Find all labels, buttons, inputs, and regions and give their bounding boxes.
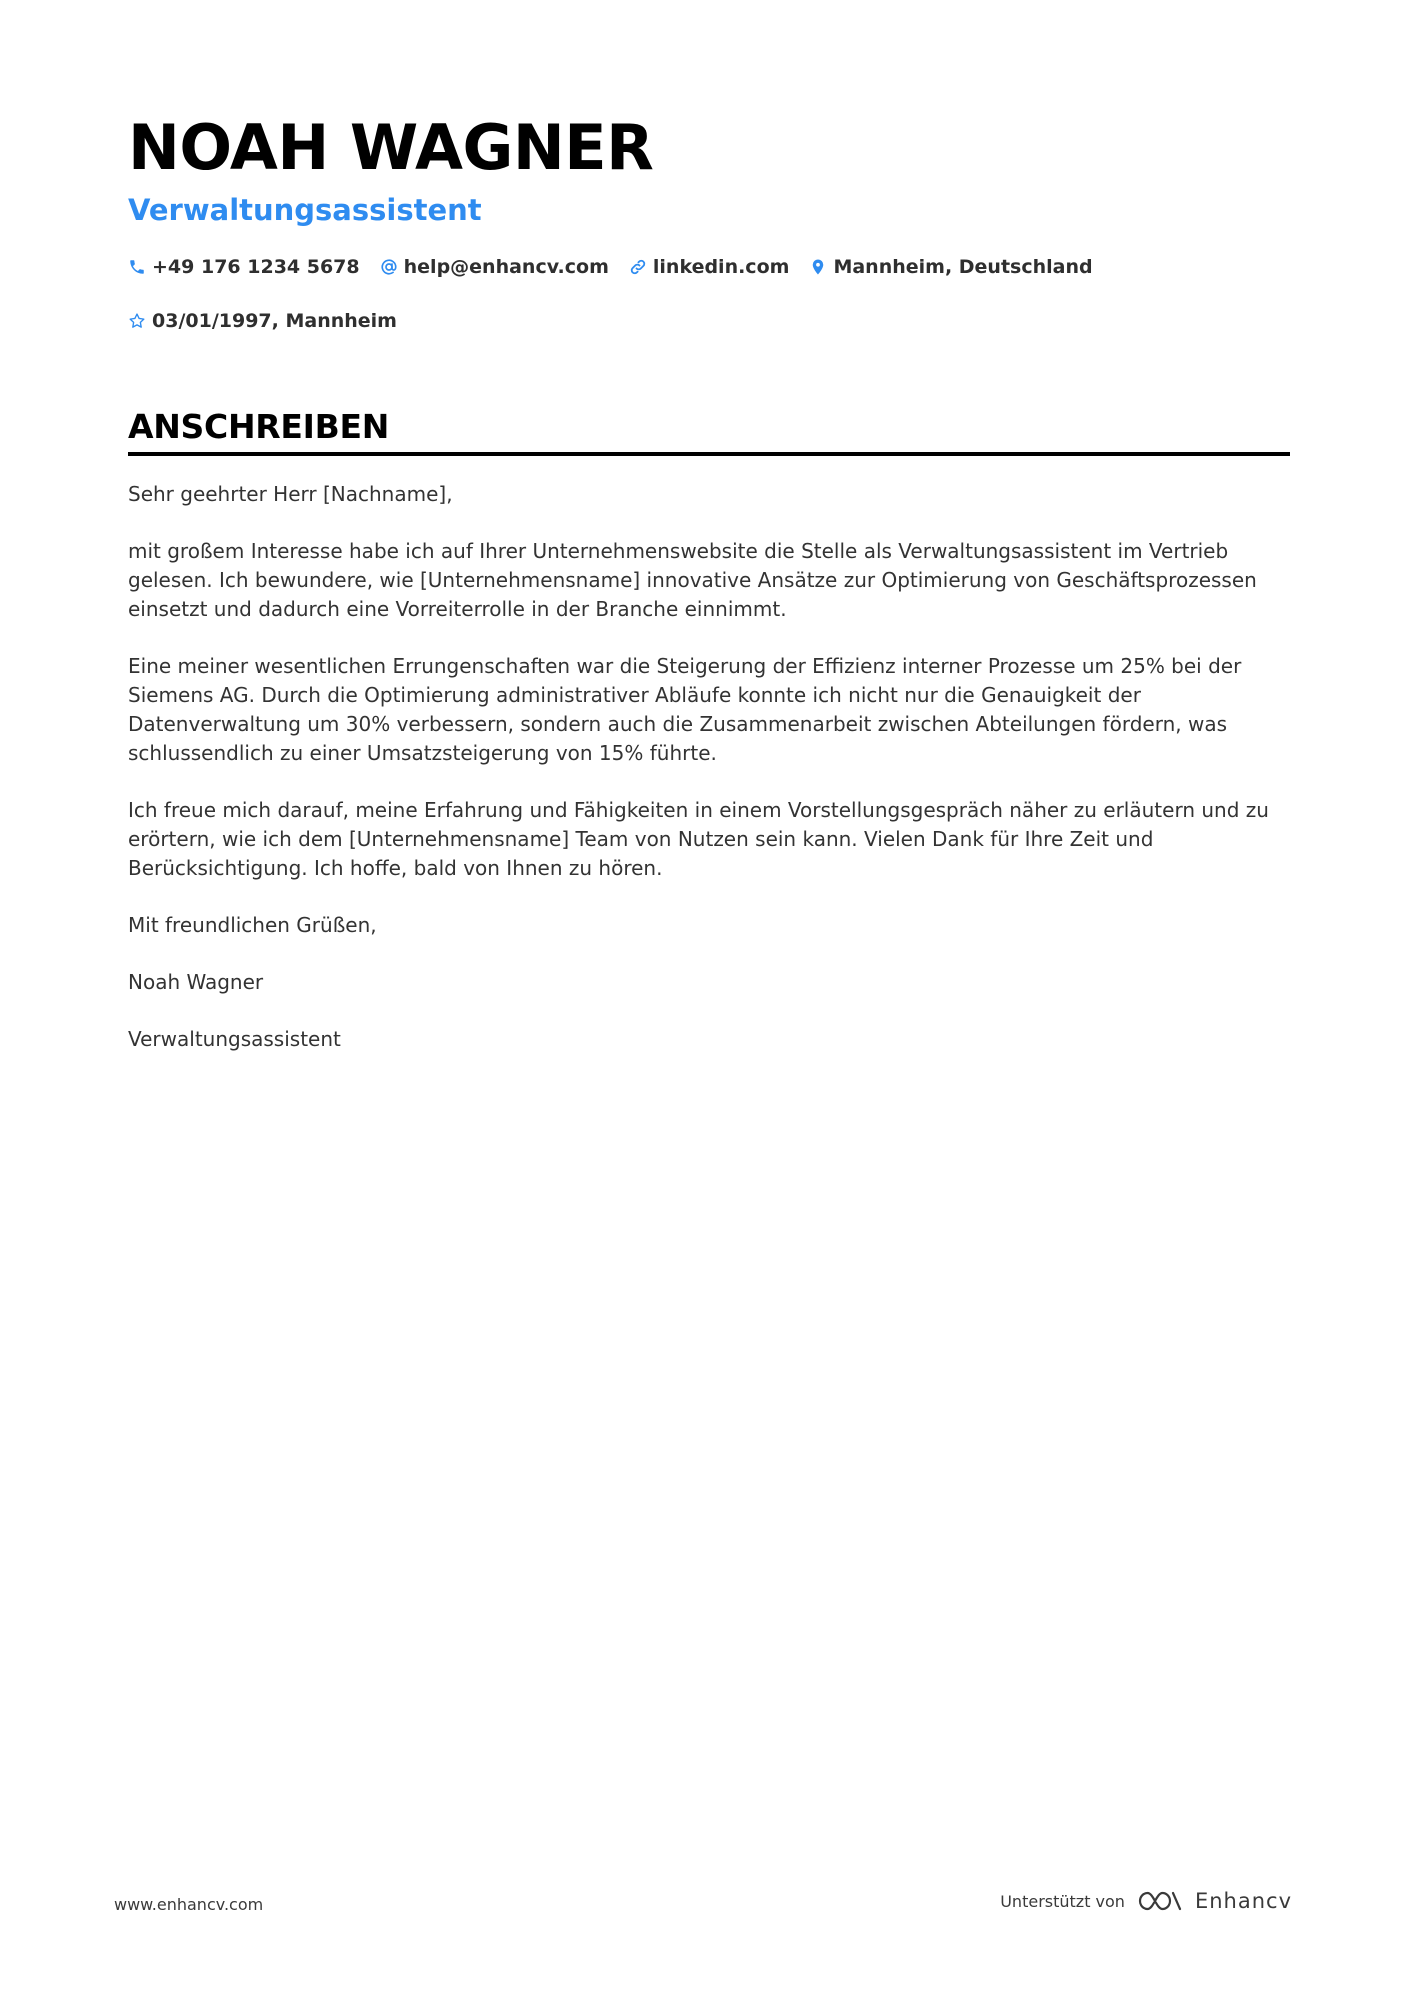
contact-email-text: help@enhancv.com xyxy=(403,256,609,278)
letter-paragraph: mit großem Interesse habe ich auf Ihrer Unternehmenswebsite die Stelle als Verwaltungsassistent im Vertrieb gelesen. Ich bewundere, wie [Unternehmensname] innovative Ansätze zur Optimierung von Geschäftsprozessen einsetzt und dadurch eine Vorreiterrolle in der Branche einnimmt. xyxy=(128,539,1257,621)
star-icon xyxy=(128,312,146,330)
contact-birth-text: 03/01/1997, Mannheim xyxy=(152,310,397,332)
job-title: Verwaltungsassistent xyxy=(128,193,482,227)
phone-icon xyxy=(128,258,146,276)
contact-linkedin[interactable] xyxy=(629,254,790,280)
contact-phone[interactable] xyxy=(128,254,360,280)
section-header xyxy=(128,406,1290,456)
signature-title: Verwaltungsassistent xyxy=(128,1027,341,1051)
section-divider xyxy=(128,452,1290,456)
brand-name: Enhancv xyxy=(1194,1889,1292,1913)
letter-body xyxy=(128,480,1278,1082)
map-pin-icon xyxy=(809,258,827,276)
at-sign-icon xyxy=(380,258,398,276)
section-title: ANSCHREIBEN xyxy=(128,407,390,446)
link-icon xyxy=(629,258,647,276)
header xyxy=(128,112,1290,334)
contact-list xyxy=(128,254,1128,334)
contact-email[interactable] xyxy=(380,254,609,280)
contact-phone-text: +49 176 1234 5678 xyxy=(152,256,360,278)
letter-salutation: Sehr geehrter Herr [Nachname], xyxy=(128,482,453,506)
signature-name: Noah Wagner xyxy=(128,970,264,994)
footer-branding[interactable] xyxy=(1000,1888,1292,1914)
enhancv-logo-icon xyxy=(1137,1888,1183,1914)
letter-closing: Mit freundlichen Grüßen, xyxy=(128,913,377,937)
contact-birth xyxy=(128,308,397,334)
contact-linkedin-text: linkedin.com xyxy=(652,256,790,278)
candidate-name: NOAH WAGNER xyxy=(128,111,654,184)
letter-paragraph: Ich freue mich darauf, meine Erfahrung und Fähigkeiten in einem Vorstellungsgespräch näher zu erläutern und zu erörtern, wie ich dem [Unternehmensname] Team von Nutzen sein kann. Vielen Dank für Ihre Zeit und Berücksichtigung. Ich hoffe, bald von Ihnen zu hören. xyxy=(128,798,1269,880)
contact-location-text: Mannheim, Deutschland xyxy=(833,256,1093,278)
letter-paragraph: Eine meiner wesentlichen Errungenschaften war die Steigerung der Effizienz interner Prozesse um 25% bei der Siemens AG. Durch die Optimierung administrativer Abläufe konnte ich nicht nur die Genauigkeit der Datenverwaltung um 30% verbessern, sondern auch die Zusammenarbeit zwischen Abteilungen fördern, was schlussendlich zu einer Umsatzsteigerung von 15% führte. xyxy=(128,654,1242,765)
powered-by-label: Unterstützt von xyxy=(1000,1891,1125,1911)
footer-website[interactable]: www.enhancv.com xyxy=(114,1895,264,1914)
contact-location xyxy=(809,254,1092,280)
